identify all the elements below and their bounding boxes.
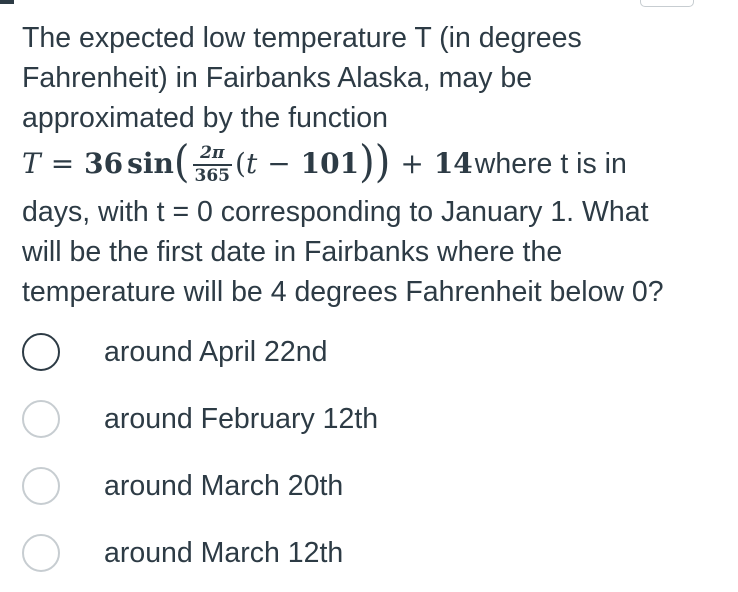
question-line: approximated by the function	[22, 102, 388, 134]
formula-lhs: T	[22, 147, 41, 180]
answer-option[interactable]	[22, 464, 722, 508]
formula-line	[22, 136, 734, 192]
temperature-formula	[22, 136, 473, 188]
corner-mark	[0, 0, 14, 4]
formula-minus: −	[267, 147, 291, 180]
option-label: around March 20th	[104, 469, 344, 502]
answer-option[interactable]	[22, 531, 722, 575]
question-line: days, with t = 0 corresponding to January 1. What	[22, 196, 649, 228]
radio-button[interactable]	[22, 333, 60, 371]
formula-shift: 101	[300, 147, 360, 180]
formula-coefficient: 36	[84, 147, 124, 180]
formula-constant: 14	[433, 147, 473, 180]
formula-fraction	[193, 145, 233, 185]
question-line: Fahrenheit) in Fairbanks Alaska, may be	[22, 62, 533, 94]
formula-tail: where t is in	[474, 148, 627, 180]
answer-option[interactable]	[22, 330, 722, 374]
question-line: temperature will be 4 degrees Fahrenheit below 0?	[22, 276, 664, 308]
question-text	[22, 18, 734, 312]
question-line: will be the first date in Fairbanks where the	[22, 236, 563, 268]
answer-option[interactable]	[22, 397, 722, 441]
radio-button[interactable]	[22, 467, 60, 505]
formula-open-paren: (	[173, 136, 190, 188]
formula-equals: =	[50, 147, 75, 180]
fraction-numerator: 2π	[200, 143, 225, 164]
fraction-denominator: 365	[194, 165, 230, 186]
formula-inner-open: (	[235, 147, 246, 180]
option-label: around April 22nd	[104, 335, 328, 368]
formula-plus: +	[400, 147, 424, 180]
question-line: The expected low temperature T (in degrees	[22, 22, 582, 54]
radio-button[interactable]	[22, 400, 60, 438]
formula-function: sin	[127, 147, 174, 180]
radio-button[interactable]	[22, 534, 60, 572]
formula-close-paren: ))	[359, 136, 391, 188]
option-label: around March 12th	[104, 536, 344, 569]
top-button[interactable]	[640, 0, 694, 7]
formula-variable: t	[245, 147, 258, 180]
option-label: around February 12th	[104, 402, 379, 435]
